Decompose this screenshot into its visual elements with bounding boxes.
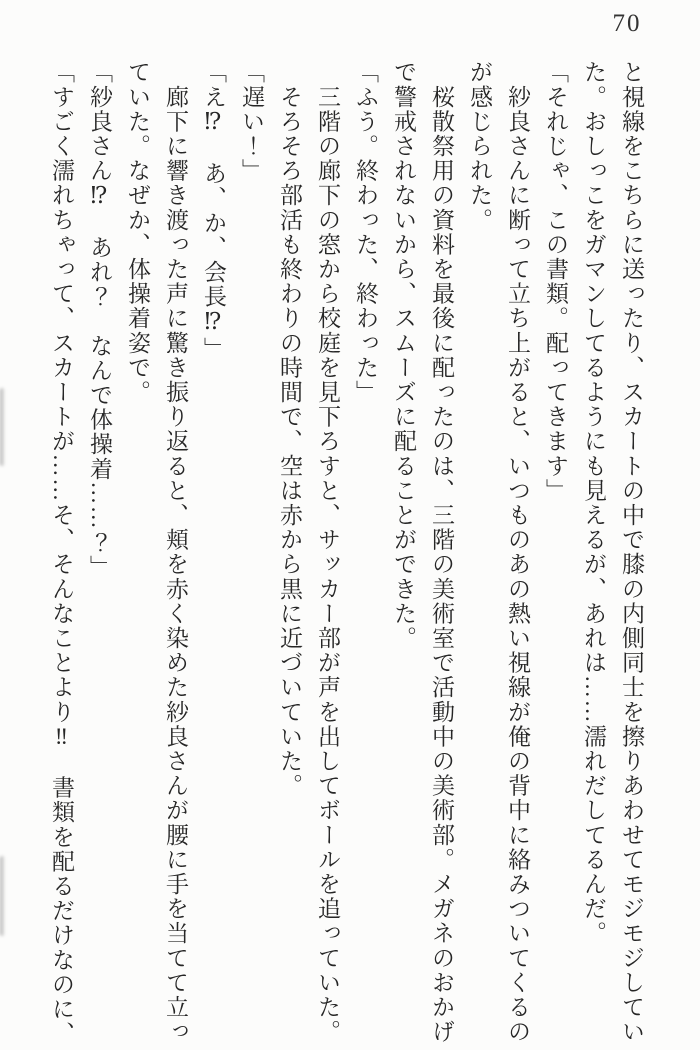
text-line-6: 桜散祭用の資料を最後に配ったのは、三階の美術室で活動中の美術部。メガネのおかげ [429,60,454,1044]
text-line-1: と視線をこちらに送ったり、スカートの中で膝の内側同士を擦りあわせてモジモジしてい [619,60,644,1044]
text-line-15: 「紗良さん⁉ あれ？ なんで体操着……？」 [87,60,112,580]
text-line-10: そろそろ部活も終わりの時間で、空は赤から黒に近づいていた。 [277,60,302,798]
text-line-3: 「それじゃ、この書類。配ってきます」 [543,60,568,503]
text-line-13: 廊下に響き渡った声に驚き振り返ると、頬を赤く染めた紗良さんが腰に手を当てて立っ [163,60,188,1044]
text-line-2: た。おしっこをガマンしてるようにも見えるが、あれは……濡れだしてるんだ。 [581,60,606,946]
text-line-12: 「え⁉ あ、か、会長⁉」 [201,60,226,362]
text-line-4: 紗良さんに断って立ち上がると、いつものあの熱い視線が俺の背中に絡みついてくるの [505,60,530,1044]
text-line-8: 「ふう。終わった、終わった」 [353,60,378,405]
scan-edge-artifact [0,388,5,466]
vertical-text-body [0,60,700,1050]
scan-edge-artifact [0,856,5,936]
text-line-5: が感じられた。 [467,60,492,233]
text-line-16: 「すごく濡れちゃって、スカートが……そ、そんなことより‼ 書類を配るだけなのに、 [49,60,74,1046]
text-line-9: 三階の廊下の窓から校庭を見下ろすと、サッカー部が声を出してボールを追っていた。 [315,60,340,1044]
text-line-7: で警戒されないから、スムーズに配ることができた。 [391,60,416,651]
text-line-11: 「遅い！」 [239,60,264,183]
page-number: 70 [612,10,642,37]
text-line-14: ていた。なぜか、体操着姿で。 [125,60,150,405]
